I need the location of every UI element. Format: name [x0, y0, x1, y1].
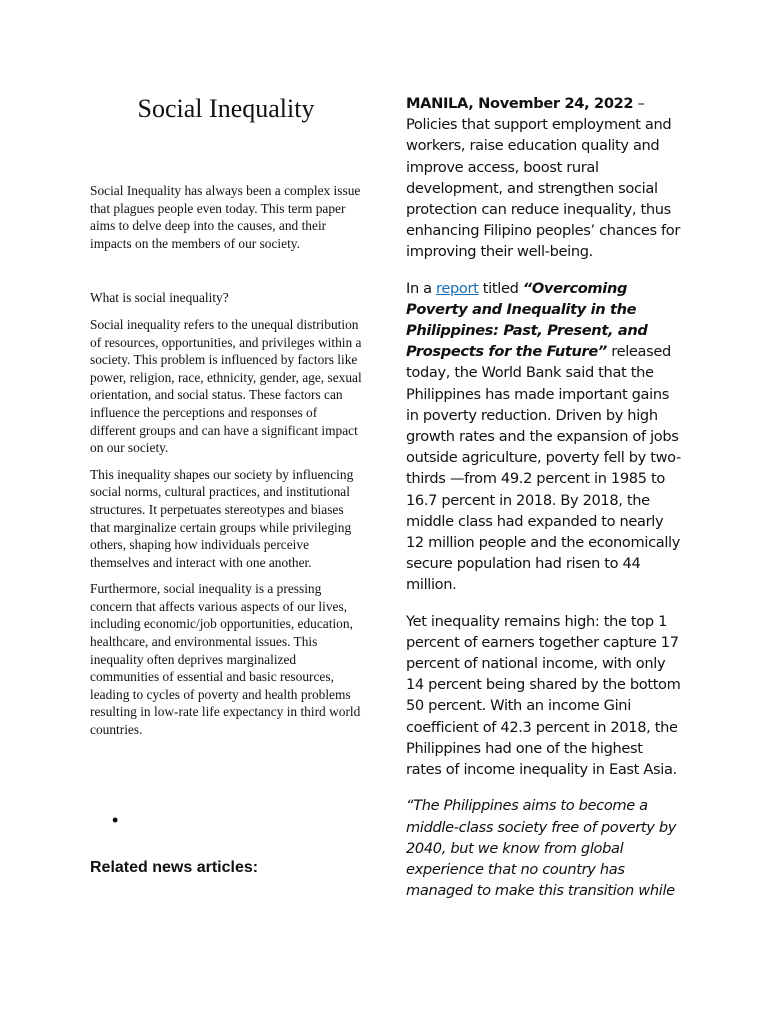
text-fragment: In a: [406, 279, 437, 297]
body-paragraph: Social inequality refers to the unequal distribution of resources, opportunities, and privileges within a society. This problem is influenced by factors like power, religion, race, ethnicity, gender, age, sexual orientation, and social status. These factors can influence the perceptions and responses of different groups and can have a significant impact on our society.: [90, 316, 362, 456]
left-column: [90, 92, 362, 739]
article-dateline: MANILA, November 24, 2022: [406, 95, 634, 112]
body-paragraph: This inequality shapes our society by influencing social norms, cultural practices, and institutional structures. It perpetuates stereotypes and biases that marginalize certain groups while privileging others, shaping how individuals perceive themselves and interact with one another.: [90, 466, 354, 570]
text-fragment: released today, the World Bank said that the Philippines has made important gains in poverty reduction. Driven by high growth rates and the expansion of jobs outside agriculture, poverty fell by two-thirds —from 49.2 percent in 1985 to 16.7 percent in 2018. By 2018, the middle class had expanded to nearly 12 million people and the economically secure population had risen to 44 million.: [406, 343, 681, 594]
empty-bullet-point: •: [112, 810, 119, 830]
article-quote: “The Philippines aims to become a middle-class society free of poverty by 2040, but we know from global experience that no country has managed to make this transition while: [406, 797, 677, 900]
news-article: [406, 93, 682, 916]
dateline-dash: –: [633, 95, 645, 112]
intro-paragraph: Social Inequality has always been a complex issue that plagues people even today. This term paper aims to delve deep into the causes, and their impacts on the members of our society.: [90, 183, 361, 251]
section-question: What is social inequality?: [90, 290, 229, 306]
document-title: Social Inequality: [137, 94, 315, 123]
text-fragment: titled: [478, 279, 523, 297]
article-paragraph-inequality: Yet inequality remains high: the top 1 percent of earners together capture 17 percent of national income, with only 14 percent being shared by the bottom 50 percent. With an income Gini coefficient of 42.3 percent in 2018, the Philippines had one of the highest rates of income inequality in East Asia.: [406, 612, 681, 779]
lead-text: Policies that support employment and workers, raise education quality and improve access, boost rural development, and strengthen social protection can reduce inequality, thus enhancing Filipino peoples’ chances for improving their well-being.: [406, 116, 681, 261]
article-lead-paragraph: [406, 93, 682, 263]
related-articles-heading: Related news articles:: [90, 859, 259, 876]
report-link[interactable]: report: [436, 279, 479, 297]
article-paragraph-report: [406, 278, 682, 596]
body-paragraph: Furthermore, social inequality is a pressing concern that affects various aspects of our lives, including economic/job opportunities, education, healthcare, and environmental issues. This inequality often deprives marginalized communities of essential and basic resources, leading to cycles of poverty and health problems resulting in low-rate life expectancy in third world countries.: [90, 581, 361, 738]
report-title: “Overcoming Poverty and Inequality in the Philippines: Past, Present, and Prospects for the Future”: [406, 279, 648, 361]
